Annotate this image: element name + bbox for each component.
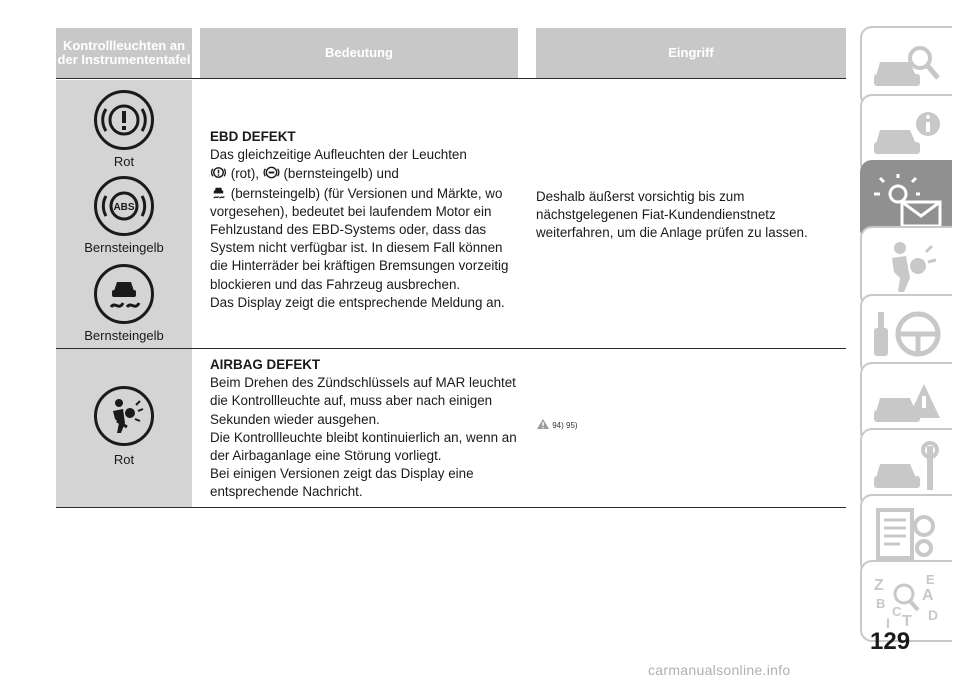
abs-inline-icon — [263, 164, 280, 181]
abs-icon — [94, 176, 154, 236]
document-gear-icon — [870, 506, 946, 564]
index-letter: A — [922, 587, 934, 604]
abs-icon-text: ABS — [113, 202, 135, 213]
lamp-color-label: Bernsteingelb — [84, 240, 164, 255]
warning-lights-icon — [870, 172, 946, 230]
airbag-title: AIRBAG DEFEKT — [210, 357, 321, 372]
header-col-meaning-label: Bedeutung — [325, 45, 393, 60]
ebd-meaning-text — [210, 128, 522, 312]
index-letter: Z — [874, 577, 884, 594]
brake-warning-icon — [94, 90, 154, 150]
car-search-icon — [870, 38, 946, 96]
lamp-color-label: Rot — [113, 154, 135, 169]
ebd-inline-amber: (bernsteingelb) und — [283, 166, 399, 182]
watermark: carmanualsonline.info — [648, 662, 791, 678]
ebd-body: vorgesehen), bedeutet bei laufendem Motor ein Fehlzustand des EBD-Systems oder, dass das System nicht verfügbar ist. In diesem Fall können die Hinterräder bei kräftigen Bremsungen vorzeitig blockieren und das Fahrzeug ausbrechen. — [210, 203, 509, 292]
airbag-body-fault: Die Kontrollleuchte bleibt kontinuierlich an, wenn an der Airbaganlage eine Störung vorliegt. — [210, 429, 517, 464]
airbag-icon — [94, 386, 154, 446]
ebd-inline-red: (rot), — [230, 166, 259, 182]
index-letter: T — [902, 613, 912, 630]
index-letter: B — [876, 596, 886, 611]
ebd-body-display: Das Display zeigt die entsprechende Meldung an. — [210, 294, 505, 310]
row-divider — [56, 507, 846, 508]
index-letter: C — [892, 604, 902, 619]
airbag-action-refs: 94) 95) — [552, 421, 578, 430]
airbag-body-display: Bei einigen Versionen zeigt das Display eine entsprechende Nachricht. — [210, 466, 474, 500]
car-info-icon — [870, 106, 946, 164]
lamp-color-label: Bernsteingelb — [84, 328, 164, 343]
airbag-action — [536, 418, 578, 430]
car-wrench-icon — [870, 440, 946, 498]
index-letter: I — [886, 615, 890, 630]
ebd-action-text: Deshalb äußerst vorsichtig bis zum nächstgelegenen Fiat-Kundendienstnetz weiterfahren, um die Anlage prüfen zu lassen. — [536, 189, 808, 241]
header-col-action — [536, 28, 846, 78]
ebd-title: EBD DEFEKT — [210, 129, 296, 144]
index-letter: D — [928, 607, 939, 623]
safety-icon — [870, 238, 946, 296]
airbag-body: Beim Drehen des Zündschlüssels auf MAR leuchtet die Kontrollleuchte auf, muss aber nach einigen Sekunden wieder ausgehen. — [210, 375, 516, 427]
index-letters-icon — [870, 572, 946, 630]
car-emergency-icon — [870, 374, 946, 432]
brake-warning-inline-icon — [210, 164, 227, 181]
ebd-line1: Das gleichzeitige Aufleuchten der Leuchten — [210, 147, 467, 163]
lamp-color-label: Rot — [113, 452, 135, 467]
airbag-meaning-text — [210, 356, 522, 502]
row-divider — [56, 78, 846, 79]
row-divider — [56, 348, 846, 349]
steering-wheel-icon — [870, 306, 946, 364]
skid-car-icon — [94, 264, 154, 324]
header-col-lamps — [56, 28, 192, 78]
index-letter: E — [926, 572, 935, 587]
page-number: 129 — [870, 628, 911, 655]
header-col-meaning — [200, 28, 518, 78]
header-col-lamps-label: Kontrollleuchten an der Instrumententafel — [57, 38, 191, 67]
skid-car-inline-icon — [210, 184, 227, 201]
header-col-action-label: Eingriff — [668, 45, 714, 60]
warning-triangle-icon — [536, 418, 550, 430]
ebd-inline-amber-2: (bernsteingelb) (für Versionen und Märkte, wo — [230, 185, 503, 201]
